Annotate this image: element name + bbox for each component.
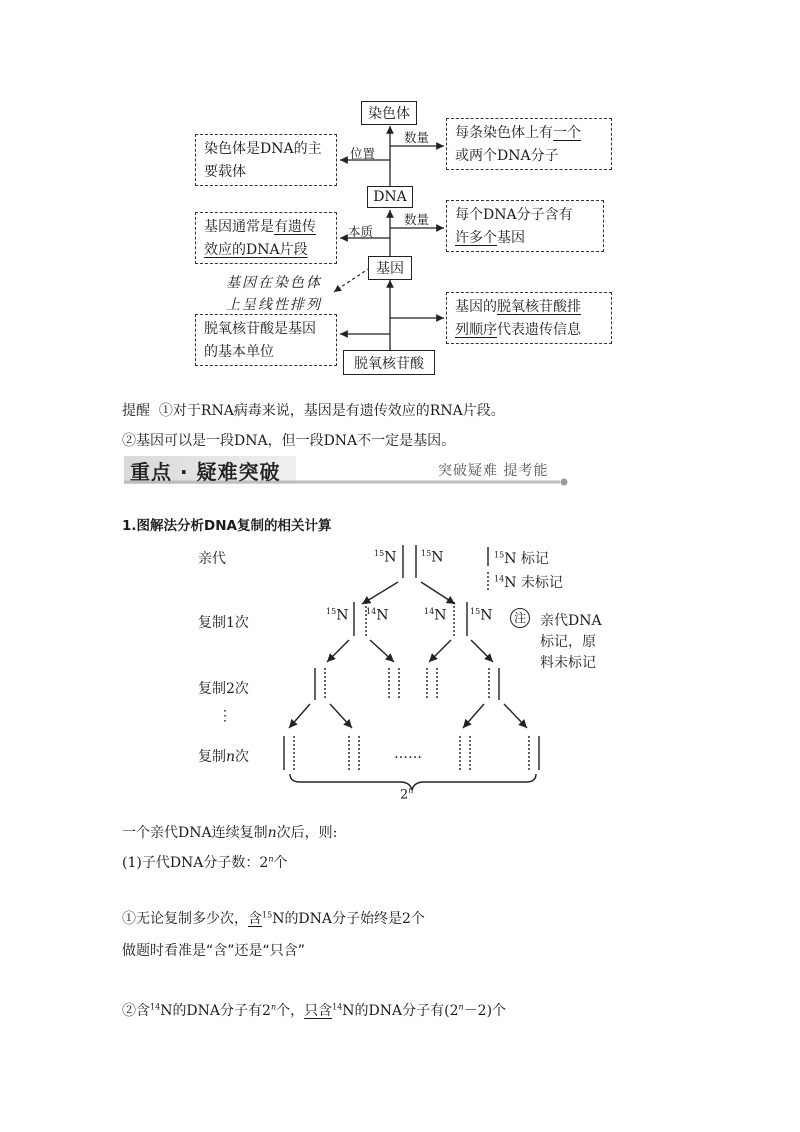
- left-box-nucleotide-unit: 脱氧核苷酸是基因 的基本单位: [195, 314, 337, 366]
- reminder-line-2: ②基因可以是一段DNA，但一段DNA不一定是基因。: [122, 433, 456, 449]
- brace-label: 2$^n$: [400, 786, 414, 803]
- legend-14n: $^{14}$N 未标记: [494, 574, 563, 591]
- handwritten-note-1: 基因在染色体: [226, 275, 322, 291]
- rep1-d-label: $^{15}$N: [470, 607, 493, 624]
- section-subtitle: 突破疑难 提考能: [438, 463, 549, 479]
- note-circle-icon: 注: [510, 608, 530, 628]
- rep1-a-label: $^{15}$N: [326, 607, 349, 624]
- ellipsis: ……: [394, 746, 422, 762]
- nucleotide-box: 脱氧核苷酸: [343, 350, 435, 375]
- parent-right-label: $^{15}$N: [421, 549, 444, 566]
- replication-heading: 1.图解法分析DNA复制的相关计算: [122, 518, 332, 534]
- dna-box: DNA: [367, 186, 413, 208]
- body-line-4-handwritten-note: 做题时看准是“含”还是“只含”: [122, 943, 306, 959]
- handwritten-note-2: 上呈线性排列: [226, 297, 322, 313]
- body-line-1: 一个亲代DNA连续复制n次后，则:: [122, 825, 338, 841]
- label-quantity-1: 数量: [404, 130, 430, 145]
- gene-box: 基因: [368, 256, 412, 280]
- label-quantity-2: 数量: [404, 212, 430, 227]
- rep1-b-label: $^{14}$N: [366, 607, 389, 624]
- chromosome-box: 染色体: [361, 101, 417, 125]
- body-line-2: (1)子代DNA分子数：2$^n$个: [122, 854, 288, 871]
- note-line-1: 亲代DNA: [540, 613, 602, 629]
- note-line-2: 标记，原: [540, 634, 596, 650]
- reminder-label: 提醒: [122, 403, 150, 419]
- label-essence: 本质: [348, 224, 374, 239]
- right-box-genes-per-dna: 每个DNA分子含有 许多个基因: [446, 200, 604, 252]
- body-line-3: ①无论复制多少次，含$^{15}$N的DNA分子始终是2个: [122, 910, 425, 927]
- section-title: 重点 · 疑难突破: [130, 460, 281, 484]
- reminder-line-1: 提醒 ①对于RNA病毒来说，基因是有遗传效应的RNA片段。: [122, 403, 505, 419]
- legend-15n: $^{15}$N 标记: [494, 550, 549, 567]
- right-box-sequence-info: 基因的脱氧核苷酸排 列顺序代表遗传信息: [446, 292, 612, 344]
- row-label-parent: 亲代: [198, 551, 226, 567]
- row-label-rep2: 复制2次: [198, 681, 249, 697]
- label-position: 位置: [350, 146, 376, 161]
- row-label-repn: 复制n次: [198, 749, 250, 765]
- left-box-chromosome-carrier: 染色体是DNA的主 要载体: [195, 134, 337, 186]
- rep1-c-label: $^{14}$N: [424, 607, 447, 624]
- note-line-3: 料未标记: [540, 655, 596, 671]
- left-box-gene-definition: 基因通常是有遗传 效应的DNA片段: [195, 212, 337, 264]
- row-label-rep1: 复制1次: [198, 615, 249, 631]
- right-box-dna-per-chromosome: 每条染色体上有一个 或两个DNA分子: [446, 118, 612, 170]
- parent-left-label: $^{15}$N: [374, 549, 397, 566]
- body-line-5: ②含$^{14}$N的DNA分子有2$^n$个，只含$^{14}$N的DNA分子有$(2^n-2)$个: [122, 1002, 507, 1019]
- row-label-dots: ⋮: [218, 708, 232, 724]
